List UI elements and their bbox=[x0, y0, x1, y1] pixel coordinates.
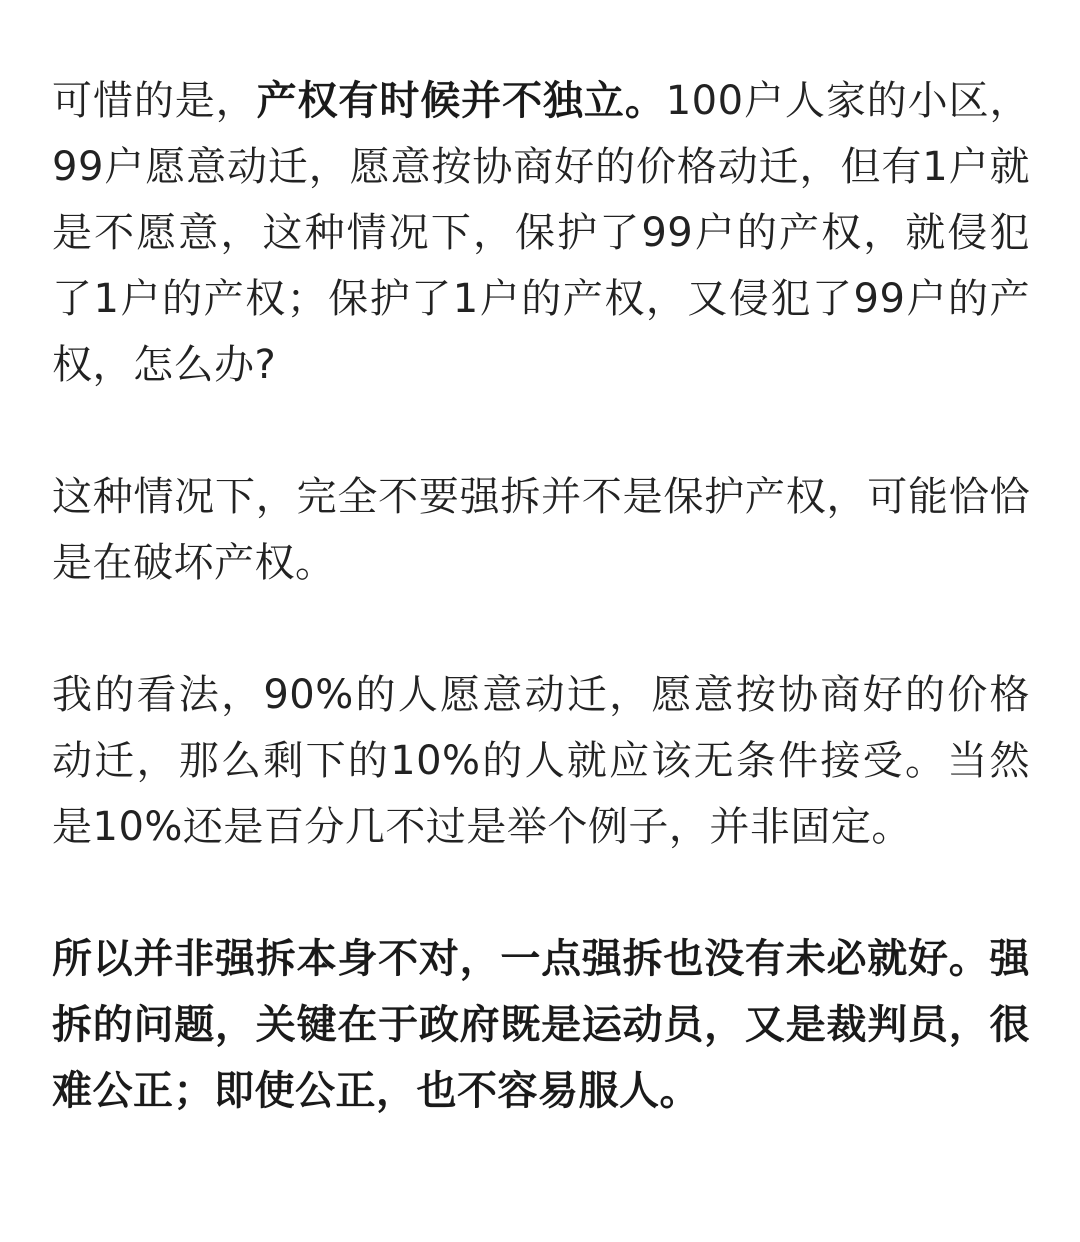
paragraph-4-text: 所以并非强拆本身不对，一点强拆也没有未必就好。强拆的问题，关键在于政府既是运动员，又是裁判员，很难公正；即使公正，也不容易服人。 bbox=[52, 936, 1030, 1114]
paragraph-3 bbox=[52, 662, 1030, 860]
paragraph-1-lead: 可惜的是， bbox=[52, 78, 257, 124]
article-body bbox=[52, 68, 1030, 1124]
paragraph-3-text: 我的看法，90%的人愿意动迁，愿意按协商好的价格动迁，那么剩下的10%的人就应该无条件接受。当然是10%还是百分几不过是举个例子，并非固定。 bbox=[52, 672, 1030, 850]
paragraph-2-text: 这种情况下，完全不要强拆并不是保护产权，可能恰恰是在破坏产权。 bbox=[52, 474, 1030, 586]
paragraph-1 bbox=[52, 68, 1030, 398]
paragraph-1-emphasis: 产权有时候并不独立。 bbox=[256, 78, 666, 124]
paragraph-1-rest: 100户人家的小区，99户愿意动迁，愿意按协商好的价格动迁，但有1户就是不愿意，这种情况下，保护了99户的产权，就侵犯了1户的产权；保护了1户的产权，又侵犯了99户的产权，怎么办? bbox=[52, 78, 1030, 388]
paragraph-4 bbox=[52, 926, 1030, 1124]
paragraph-2 bbox=[52, 464, 1030, 596]
